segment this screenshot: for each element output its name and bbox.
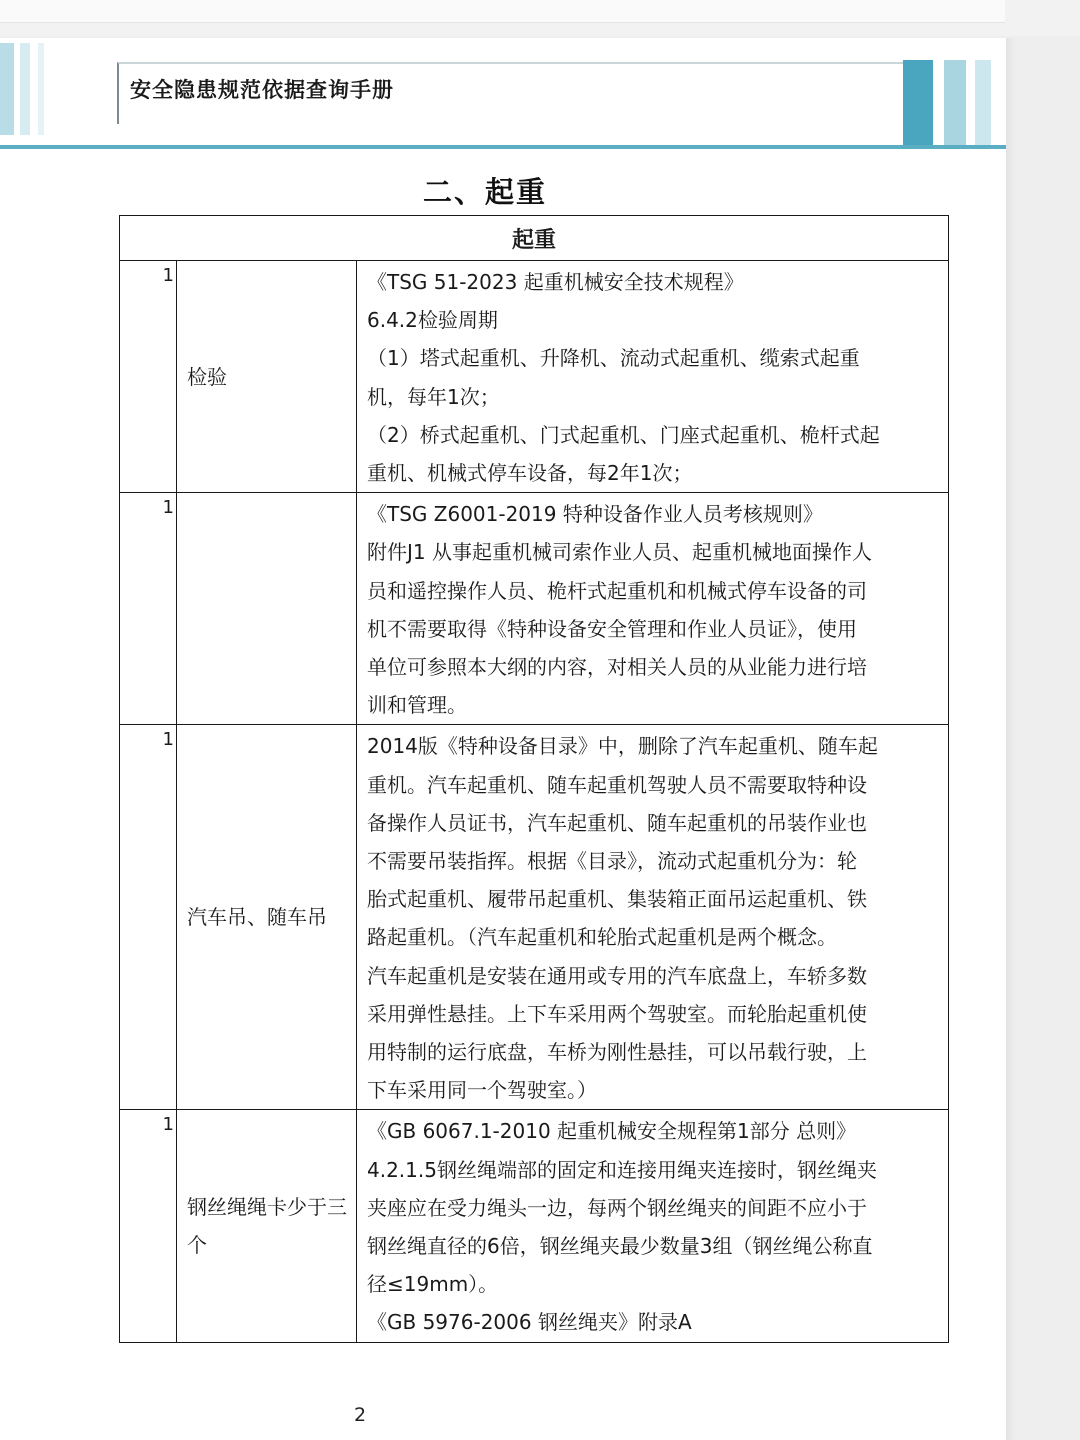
section-title: 二、起重 xyxy=(422,175,547,209)
previous-page-strip xyxy=(0,0,1080,36)
regulation-table xyxy=(119,215,949,1343)
content-line: 单位可参照本大纲的内容，对相关人员的从业能力进行培 xyxy=(367,655,867,680)
content-line: 路起重机。（汽车起重机和轮胎式起重机是两个概念。 xyxy=(367,925,837,950)
content-line: 汽车起重机是安装在通用或专用的汽车底盘上，车轿多数 xyxy=(367,963,867,988)
content-line: 机不需要取得《特种设备安全管理和作业人员证》，使用 xyxy=(367,616,857,641)
header-decor-bar xyxy=(944,60,966,148)
content-line: 下车采用同一个驾驶室。） xyxy=(367,1078,597,1103)
header-decor-bar xyxy=(20,43,30,135)
row-content xyxy=(357,1110,949,1342)
content-line: 重机、机械式停车设备，每2年1次； xyxy=(367,461,693,486)
row-topic xyxy=(177,493,357,725)
page-shadow xyxy=(1006,38,1016,1440)
row-content xyxy=(357,261,949,493)
row-topic: 汽车吊、随车吊 xyxy=(177,725,357,1110)
manual-title: 安全隐患规范依据查询手册 xyxy=(130,78,394,102)
content-line: 采用弹性悬挂。上下车采用两个驾驶室。而轮胎起重机使 xyxy=(367,1001,867,1026)
document-page xyxy=(0,38,1006,1440)
row-number: 1 xyxy=(120,1110,177,1342)
content-line: 《TSG 51-2023 起重机械安全技术规程》 xyxy=(367,270,744,294)
row-number: 1 xyxy=(120,261,177,493)
content-line: 备操作人员证书，汽车起重机、随车起重机的吊装作业也 xyxy=(367,810,867,835)
header-decor-bar xyxy=(0,43,14,135)
content-line: 6.4.2检验周期 xyxy=(367,308,498,333)
content-line: 径≤19mm）。 xyxy=(367,1272,499,1297)
row-content xyxy=(357,493,949,725)
content-line: 员和遥控操作人员、桅杆式起重机和机械式停车设备的司 xyxy=(367,578,867,603)
header-rule xyxy=(0,145,1006,149)
content-line: 《GB 5976-2006 钢丝绳夹》附录A xyxy=(367,1310,692,1335)
content-line: 《TSG Z6001-2019 特种设备作业人员考核规则》 xyxy=(367,502,823,527)
header-decor-bar xyxy=(38,43,44,135)
row-number: 1 xyxy=(120,493,177,725)
table-header-row xyxy=(120,216,949,261)
content-line: 训和管理。 xyxy=(367,693,467,718)
table-row xyxy=(120,1110,949,1342)
content-line: 不需要吊装指挥。根据《目录》，流动式起重机分为：轮 xyxy=(367,849,857,874)
row-content xyxy=(357,725,949,1110)
content-line: 重机。汽车起重机、随车起重机驾驶人员不需要取特种设 xyxy=(367,772,867,797)
row-topic: 钢丝绳绳卡少于三个 xyxy=(177,1110,357,1342)
header-decor-bar xyxy=(975,60,991,148)
content-line: 附件J1 从事起重机械司索作业人员、起重机械地面操作人 xyxy=(367,540,872,565)
table-row xyxy=(120,261,949,493)
content-line: （2）桥式起重机、门式起重机、门座式起重机、桅杆式起 xyxy=(367,422,880,447)
table-header: 起重 xyxy=(120,216,949,261)
content-line: 4.2.1.5钢丝绳端部的固定和连接用绳夹连接时，钢丝绳夹 xyxy=(367,1157,877,1182)
page-number: 2 xyxy=(354,1404,367,1426)
content-line: 钢丝绳直径的6倍，钢丝绳夹最少数量3组（钢丝绳公称直 xyxy=(367,1234,873,1259)
content-line: 《GB 6067.1-2010 起重机械安全规程第1部分 总则》 xyxy=(367,1119,857,1144)
row-topic: 检验 xyxy=(177,261,357,493)
table-row xyxy=(120,725,949,1110)
content-line: 2014版《特种设备目录》中，删除了汽车起重机、随车起 xyxy=(367,734,878,759)
content-line: 用特制的运行底盘，车桥为刚性悬挂，可以吊载行驶，上 xyxy=(367,1040,867,1065)
table-row xyxy=(120,493,949,725)
header-decor-bar xyxy=(903,60,933,148)
content-line: （1）塔式起重机、升降机、流动式起重机、缆索式起重 xyxy=(367,346,860,371)
content-line: 胎式起重机、履带吊起重机、集装箱正面吊运起重机、铁 xyxy=(367,887,867,912)
content-line: 机，每年1次； xyxy=(367,384,500,409)
previous-page-edge xyxy=(0,0,1005,23)
row-number: 1 xyxy=(120,725,177,1110)
content-line: 夹座应在受力绳头一边，每两个钢丝绳夹的间距不应小于 xyxy=(367,1195,867,1220)
